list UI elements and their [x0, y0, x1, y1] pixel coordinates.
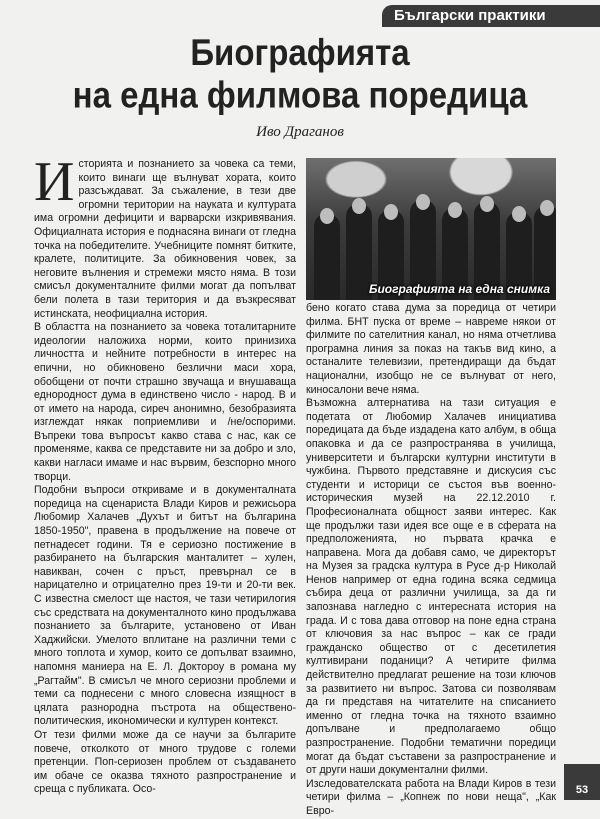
drop-cap: И: [34, 151, 75, 213]
photo-figure-head: [352, 198, 366, 214]
paragraph-5: бено когато става дума за поредица от четири филма. БНТ пуска от време – навреме някои от филмите по сателитния канал, но няма отчетлива програмна линия за показ на такъв вид кино, а останалите телевизии, претендиращи да бъдат национални, изобщо не се вълнуват от него, киносалони вече няма.: [306, 302, 556, 396]
photo-figure-head: [384, 204, 398, 220]
author-byline: Иво Драганов: [256, 124, 344, 140]
article-photo: [306, 158, 556, 300]
paragraph-1: [34, 151, 296, 321]
paragraph-2: В областта на познанието за човека тоталитарните идеологии наложиха норми, които принизиха личността и нейните потребности в интерес на епични, но обикновено безлични маси хора, обобщени от почти страшно звучаща и внушаваща еднородност дума в единствено число - народ. В и от името на народа, сиреч анонимно, безобразията изглеждат някак поприемливи и /не/оспорими. Въпреки това въпросът какво става с нас, как се променяме, каква се представите ни за добро и зло, какви нагласи имаме и нас вървим, безспорно много творци.: [34, 321, 296, 483]
article-title: [0, 31, 600, 116]
photo-caption: Биографията на една снимка: [368, 282, 550, 296]
page-number: 53: [564, 764, 600, 800]
photo-figure-head: [512, 206, 526, 222]
paragraph-1-text: сторията и познанието за човека са теми, които винаги ще вълнуват хората, които разсъждават. За съжаление, в тези две огромни територии на науката и културата има огромни дефицити и варварски изкривявания. Официалната история е поднасяна винаги от гледна точка на победителите. Учебниците помнят битките, кралете, политиците. За обикновения човек, за неговите вълнения и стремежи място няма. В този смисъл документалните филми могат да попълват бели полета в тази територия и да възкресяват истинската, неофициална история.: [34, 158, 296, 320]
photo-figure-head: [320, 208, 334, 224]
photo-figure-head: [540, 200, 554, 216]
section-tab: Български практики: [382, 5, 600, 27]
photo-figure-head: [480, 196, 494, 212]
paragraph-4: От тези филми може да се научи за българите повече, отколкото от много трудове с големи претенции. Поп-сериозен проблем от създаването им обаче се оказва тяхното разпространение и среща с публиката. Осо-: [34, 728, 296, 796]
paragraph-6: Възможна алтернатива на тази ситуация е подетата от Любомир Халачев инициатива поредицата да бъде издадена като албум, в обща опаковка и да се разпространява в училища, университети и български културни институти в чужбина. Първото представяне и дискусия със студенти и историци се състоя във военно-историческия музей на 22.12.2010 г. Професионалната общност заяви интерес. Как ще продължи тази идея все още е в сферата на предположенията, но първата крачка е направена. Мога да добавя само, че директорът на Музея за градска култура в Русе д-р Николай Ненов например от една година всяка седмица събира деца от различни училища, за да ги запознава нагледно с интересната история на града. И с това дава отговор на поне една страна от ключовия за нас въпрос – как се гради гражданско общество от с десетилетия култивирани поданици? А четирите филма действително предлагат решение на този ключов за развитието ни въпрос. Затова си позволявам да ги представя на читателите на списанието именно от гледна точка на тяхното взаимно допълване и предполагаемо общо разпространение. Подобни тематични поредици могат да бъдат съставени за разпространение и от други наши документални филми.: [306, 397, 556, 777]
paragraph-7: Изследователската работа на Влади Киров в тези четири филма – „Копнеж по нови неща", „Как Евро-: [306, 777, 556, 817]
paragraph-3: Подобни въпроси откриваме и в документалната поредица на сценариста Влади Киров и режисьора Любомир Халачев „Духът и битът на българина 1850-1950", правена в продължение на повече от петнадесет години. Тя е сериозно постижение в разбирането на българския манталитет – хулен, навикван, сочен с пръст, превърнал се в нарицателно и отрицателно през 19-ти и 20-ти век. С известна смелост ще настоя, че тази четирилогия със средствата на документалното кино продължава познанието за българите, установено от Иван Хаджийски. Умелото вплитане на различни теми с много топлота и хумор, които се допълват взаимно, напомня маниера на Е. Л. Доктороу в романа му „Рагтайм". В смисъл че много сериозни проблеми и теми са поднесени с много словесна изящност в цялата разнородна пъстрота на обществено-политическия, икономически и културен контекст.: [34, 484, 296, 728]
title-line-1: Биографията: [190, 31, 410, 73]
photo-figure-head: [448, 202, 462, 218]
left-column: [34, 151, 296, 797]
photo-figure-head: [416, 194, 430, 210]
right-column: [306, 302, 556, 819]
title-line-2: на една филмова поредица: [72, 74, 528, 116]
